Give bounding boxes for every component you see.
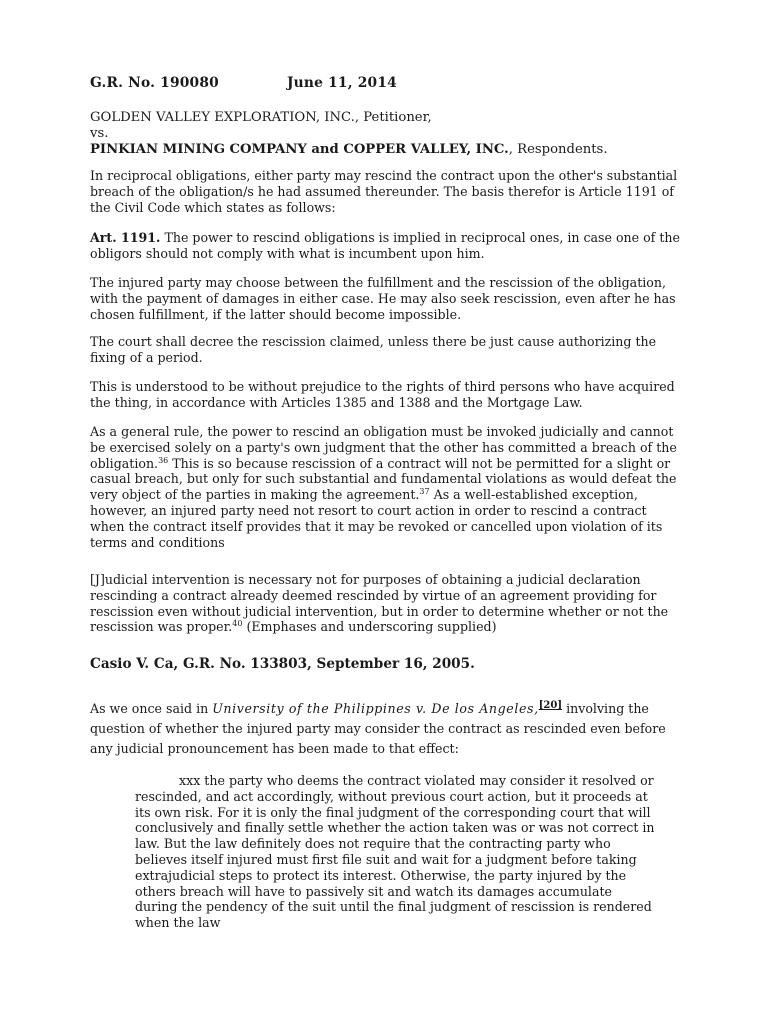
judicial-intervention-text: [J]udicial intervention is necessary not for purposes of obtaining a judicial declaration rescinding a contract already deemed rescinded by virtue of an agreement providing for rescission even without judicial intervention, but in order to determine whether or not the rescission was proper. xyxy=(90,572,669,635)
paragraph-court-decree: The court shall decree the rescission claimed, unless there be just cause authorizing the fixing of a period. xyxy=(90,334,657,365)
general-rule-text-b: This is so because rescission of a contract will not be permitted for a slight or casual breach, but only for such substantial and fundamental violations as would defeat the very object of the parties in making the agreement. xyxy=(90,455,677,503)
petitioner-name: GOLDEN VALLEY EXPLORATION, INC. xyxy=(90,110,355,125)
article-text: The power to rescind obligations is implied in reciprocal ones, in case one of the obligors should not comply with what is incumbent upon him. xyxy=(90,230,680,261)
gr-number: G.R. No. 190080 xyxy=(90,75,219,91)
decision-date: June 11, 2014 xyxy=(286,75,397,91)
footnote-link[interactable]: [20] xyxy=(538,699,563,711)
block-quote xyxy=(135,773,655,931)
footnote-ref: 37 xyxy=(419,487,430,496)
citing-text-b: involving the question of whether the injured party may consider the contract as rescinded even before any judicial pronouncement has been made to that effect: xyxy=(90,701,666,756)
general-rule-text-c: As a well-established exception, however, an injured party need not resort to court action in order to rescind a contract when the contract itself provides that it may be revoked or cancelled upon violation of its terms and conditions xyxy=(90,487,663,550)
emphasis-note: (Emphases and underscoring supplied) xyxy=(242,619,497,635)
paragraph-injured-party: The injured party may choose between the fulfillment and the rescission of the obligation, with the payment of damages in either case. He may also seek rescission, even after he has chosen fulfillment, if the latter should become impossible. xyxy=(90,275,676,322)
cited-case-name: University of the Philippines v. De los Angeles, xyxy=(212,701,539,716)
paragraph-general-rule xyxy=(90,424,680,550)
paragraph-third-persons: This is understood to be without prejudice to the rights of third persons who have acquired the thing, in accordance with Articles 1385 and 1388 and the Mortgage Law. xyxy=(90,379,675,410)
petitioner-role: , Petitioner, xyxy=(354,110,432,125)
case-citation: Casio V. Ca, G.R. No. 133803, September 16, 2005. xyxy=(90,656,475,672)
paragraph-article-1191 xyxy=(90,230,680,262)
paragraph-judicial-intervention xyxy=(90,572,680,635)
versus: vs. xyxy=(90,125,109,141)
paragraph-intro: In reciprocal obligations, either party may rescind the contract upon the other's substantial breach of the obligation/s he had assumed thereunder. The basis therefor is Article 1191 of the Civil Code which states as follows: xyxy=(90,168,678,215)
petitioner-line xyxy=(90,110,680,126)
respondents-role: , Respondents. xyxy=(508,141,608,157)
article-label: Art. 1191. xyxy=(90,230,161,245)
citing-text-a: As we once said in xyxy=(90,701,213,716)
case-parties xyxy=(90,110,680,157)
case-heading xyxy=(90,76,680,92)
footnote-ref: 36 xyxy=(158,455,169,465)
general-rule-text-a: As a general rule, the power to rescind an obligation must be invoked judicially and cannot be exercised solely on a party's own judgment that the other has committed a breach of the obligation. xyxy=(90,424,677,471)
footnote-ref: 40 xyxy=(232,619,243,629)
paragraph-up-v-de-los-angeles xyxy=(90,699,678,759)
respondents-name: PINKIAN MINING COMPANY and COPPER VALLEY, INC. xyxy=(90,141,509,157)
quote-text: xxx the party who deems the contract violated may consider it resolved or rescinded, and act accordingly, without previous court action, but it proceeds at its own risk. For it is only the final judgment of the corresponding court that will conclusively and finally settle whether the action taken was or was not correct in law. But the law definitely does not require that the contracting party who believes itself injured must first file suit and wait for a judgment before taking extrajudicial steps to protect its interest. Otherwise, the party injured by the others breach will have to passively sit and watch its damages accumulate during the pendency of the suit until the final judgment of rescission is rendered when the law xyxy=(135,773,655,931)
respondents-line xyxy=(90,142,680,158)
